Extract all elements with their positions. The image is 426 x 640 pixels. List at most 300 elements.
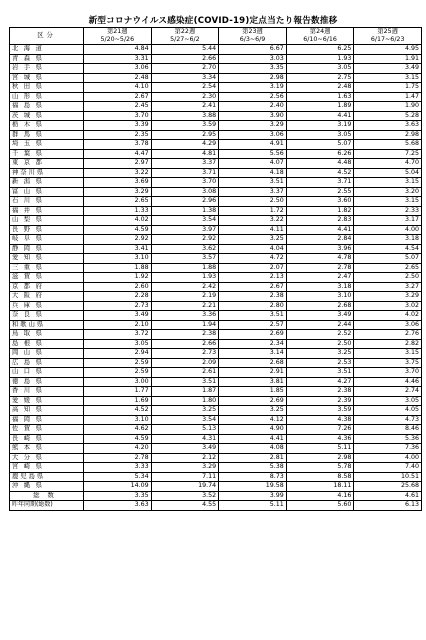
row-label: 三重県 [10,263,84,273]
cell-value: 4.11 [219,225,287,235]
cell-value: 8.46 [354,425,422,435]
cell-value: 2.48 [286,83,354,93]
table-row [10,159,422,169]
row-label: 群馬県 [10,130,84,140]
cell-value: 2.38 [219,292,287,302]
cell-value: 4.59 [84,225,152,235]
header-week: 第25週 [354,28,422,37]
table-row [10,301,422,311]
cell-value: 4.08 [219,444,287,454]
cell-value: 4.90 [219,425,287,435]
cell-value: 3.35 [219,64,287,74]
cell-value: 4.38 [286,415,354,425]
cell-value: 4.29 [151,140,219,150]
cell-value: 3.96 [286,244,354,254]
row-label: 福井県 [10,206,84,216]
cell-value: 3.97 [151,225,219,235]
cell-value: 2.47 [286,273,354,283]
cell-value: 3.19 [286,121,354,131]
row-label: 岡山県 [10,349,84,359]
cell-value: 3.70 [151,178,219,188]
cell-value: 3.29 [219,121,287,131]
cell-value: 2.50 [286,339,354,349]
cell-value: 2.67 [84,92,152,102]
row-label: 青森県 [10,54,84,64]
table-row [10,187,422,197]
cell-value: 2.44 [286,320,354,330]
cell-value: 2.66 [151,54,219,64]
table-row [10,206,422,216]
cell-value: 1.75 [354,83,422,93]
cell-value: 4.20 [84,444,152,454]
cell-value: 1.94 [151,320,219,330]
row-label: 神奈川県 [10,168,84,178]
cell-value: 3.18 [286,282,354,292]
table-row [10,463,422,473]
row-label: 奈良県 [10,311,84,321]
cell-value: 7.26 [286,425,354,435]
cell-value: 5.11 [219,501,287,511]
cell-value: 7.36 [354,444,422,454]
cell-value: 3.06 [354,320,422,330]
cell-value: 2.78 [286,263,354,273]
cell-value: 3.05 [286,130,354,140]
cell-value: 2.28 [84,292,152,302]
cell-value: 3.02 [354,301,422,311]
row-label: 和歌山県 [10,320,84,330]
cell-value: 2.92 [151,235,219,245]
table-row [10,244,422,254]
cell-value: 2.73 [84,301,152,311]
row-label: 秋田県 [10,83,84,93]
table-row [10,396,422,406]
cell-value: 3.22 [219,216,287,226]
cell-value: 3.35 [84,491,152,501]
cell-value: 3.51 [151,377,219,387]
cell-value: 3.03 [219,54,287,64]
row-label: 愛媛県 [10,396,84,406]
cell-value: 1.47 [354,92,422,102]
header-week: 第24週 [286,28,354,37]
table-row [10,472,422,482]
cell-value: 2.50 [219,197,287,207]
row-label: 広島県 [10,358,84,368]
row-label: 大阪府 [10,292,84,302]
table-row [10,320,422,330]
cell-value: 2.56 [219,92,287,102]
cell-value: 19.74 [151,482,219,492]
cell-value: 2.78 [84,453,152,463]
row-label: 鳥取県 [10,330,84,340]
cell-value: 3.15 [354,197,422,207]
cell-value: 4.47 [84,149,152,159]
table-row [10,168,422,178]
table-row [10,349,422,359]
table-row [10,73,422,83]
cell-value: 3.17 [354,216,422,226]
header-dates: 6/10~6/16 [286,36,354,45]
table-row [10,64,422,74]
cell-value: 6.67 [219,45,287,55]
table-row [10,235,422,245]
cell-value: 3.49 [151,444,219,454]
cell-value: 3.15 [354,73,422,83]
cell-value: 3.25 [219,406,287,416]
row-label: 滋賀県 [10,273,84,283]
cell-value: 5.04 [354,168,422,178]
table-row [10,178,422,188]
cell-value: 2.92 [84,235,152,245]
cell-value: 3.51 [219,178,287,188]
cell-value: 3.99 [219,491,287,501]
cell-value: 3.33 [84,463,152,473]
table-row [10,216,422,226]
cell-value: 1.92 [84,273,152,283]
cell-value: 3.37 [219,187,287,197]
cell-value: 4.02 [354,311,422,321]
cell-value: 3.29 [354,292,422,302]
header-week: 第22週 [151,28,219,37]
row-label: 埼玉県 [10,140,84,150]
cell-value: 3.78 [84,140,152,150]
cell-value: 5.68 [354,140,422,150]
table-row [10,263,422,273]
cell-value: 3.59 [151,121,219,131]
cell-value: 3.10 [286,292,354,302]
cell-value: 4.41 [286,225,354,235]
cell-value: 3.59 [286,406,354,416]
header-dates: 6/3~6/9 [219,36,287,45]
cell-value: 6.25 [286,45,354,55]
cell-value: 7.11 [151,472,219,482]
row-label: 富山県 [10,187,84,197]
cell-value: 3.57 [151,254,219,264]
table-row [10,102,422,112]
cell-value: 3.51 [219,311,287,321]
row-label: 静岡県 [10,244,84,254]
row-label: 福島県 [10,102,84,112]
cell-value: 3.06 [84,64,152,74]
table-row [10,330,422,340]
cell-value: 5.34 [84,472,152,482]
cell-value: 3.31 [84,54,152,64]
cell-value: 4.05 [354,406,422,416]
cell-value: 2.80 [219,301,287,311]
cell-value: 2.55 [286,187,354,197]
cell-value: 18.11 [286,482,354,492]
cell-value: 3.60 [286,197,354,207]
table-row [10,273,422,283]
cell-value: 3.20 [354,187,422,197]
cell-value: 3.41 [84,244,152,254]
cell-value: 5.13 [151,425,219,435]
cell-value: 3.69 [84,178,152,188]
cell-value: 3.22 [84,168,152,178]
table-row [10,225,422,235]
cell-value: 7.40 [354,463,422,473]
cell-value: 2.30 [151,92,219,102]
table-header [10,28,422,45]
cell-value: 2.61 [151,368,219,378]
table-row [10,140,422,150]
header-week: 第23週 [219,28,287,37]
cell-value: 2.35 [84,130,152,140]
table-row [10,406,422,416]
cell-value: 5.60 [286,501,354,511]
cell-value: 2.39 [286,396,354,406]
cell-value: 4.61 [354,491,422,501]
cell-value: 3.00 [84,377,152,387]
table-row [10,92,422,102]
cell-value: 2.19 [151,292,219,302]
cell-value: 2.52 [286,330,354,340]
cell-value: 5.78 [286,463,354,473]
cell-value: 3.27 [354,282,422,292]
cell-value: 3.10 [84,415,152,425]
row-label: 山梨県 [10,216,84,226]
cell-value: 8.73 [219,472,287,482]
cell-value: 4.12 [219,415,287,425]
cell-value: 10.51 [354,472,422,482]
cell-value: 7.25 [354,149,422,159]
cell-value: 3.75 [354,358,422,368]
cell-value: 2.50 [354,273,422,283]
cell-value: 2.21 [151,301,219,311]
cell-value: 4.84 [84,45,152,55]
cell-value: 4.72 [219,254,287,264]
cell-value: 1.89 [286,102,354,112]
row-label: 香川県 [10,387,84,397]
last-year-row [10,501,422,511]
cell-value: 2.76 [354,330,422,340]
cell-value: 4.70 [354,159,422,169]
cell-value: 3.81 [219,377,287,387]
cell-value: 2.81 [219,453,287,463]
cell-value: 2.07 [219,263,287,273]
row-label: 岩手県 [10,64,84,74]
cell-value: 4.78 [286,254,354,264]
table-row [10,482,422,492]
table-row [10,453,422,463]
table-row [10,130,422,140]
cell-value: 2.98 [219,73,287,83]
cell-value: 2.65 [84,197,152,207]
cell-value: 3.25 [286,349,354,359]
cell-value: 3.49 [84,311,152,321]
row-label: 岐阜県 [10,235,84,245]
cell-value: 3.14 [219,349,287,359]
cell-value: 3.63 [354,121,422,131]
cell-value: 1.93 [151,273,219,283]
cell-value: 1.85 [219,387,287,397]
cell-value: 2.91 [219,368,287,378]
cell-value: 4.81 [151,149,219,159]
cell-value: 3.70 [84,111,152,121]
cell-value: 5.36 [354,434,422,444]
cell-value: 3.39 [84,121,152,131]
row-label: 山口県 [10,368,84,378]
report-table [9,27,422,511]
table-row [10,415,422,425]
cell-value: 2.94 [84,349,152,359]
table-row [10,121,422,131]
cell-value: 4.00 [354,453,422,463]
table-row [10,254,422,264]
cell-value: 8.58 [286,472,354,482]
cell-value: 1.80 [151,396,219,406]
cell-value: 3.71 [151,168,219,178]
cell-value: 2.96 [151,197,219,207]
cell-value: 2.53 [286,358,354,368]
cell-value: 3.06 [219,130,287,140]
cell-value: 4.16 [286,491,354,501]
cell-value: 2.38 [151,330,219,340]
cell-value: 4.73 [354,415,422,425]
row-label: 徳島県 [10,377,84,387]
table-body [10,45,422,511]
row-label: 京都府 [10,282,84,292]
cell-value: 3.88 [151,111,219,121]
row-label: 兵庫県 [10,301,84,311]
cell-value: 5.07 [354,254,422,264]
cell-value: 4.41 [286,111,354,121]
cell-value: 3.10 [84,254,152,264]
cell-value: 4.18 [219,168,287,178]
cell-value: 2.69 [219,396,287,406]
cell-value: 2.42 [151,282,219,292]
cell-value: 2.59 [84,368,152,378]
cell-value: 4.52 [286,168,354,178]
table-row [10,358,422,368]
cell-value: 1.88 [151,263,219,273]
cell-value: 4.27 [286,377,354,387]
cell-value: 25.68 [354,482,422,492]
cell-value: 2.68 [286,301,354,311]
cell-value: 3.05 [84,339,152,349]
header-dates: 6/17~6/23 [354,36,422,45]
cell-value: 5.56 [219,149,287,159]
cell-value: 3.37 [151,159,219,169]
cell-value: 3.05 [286,64,354,74]
table-row [10,149,422,159]
cell-value: 2.98 [354,130,422,140]
cell-value: 3.54 [151,415,219,425]
cell-value: 2.09 [151,358,219,368]
row-label: 新潟県 [10,178,84,188]
cell-value: 1.72 [219,206,287,216]
table-row [10,377,422,387]
cell-value: 2.10 [84,320,152,330]
cell-value: 4.31 [151,434,219,444]
row-label: 茨城県 [10,111,84,121]
row-label: 高知県 [10,406,84,416]
cell-value: 3.05 [354,396,422,406]
cell-value: 1.91 [354,54,422,64]
cell-value: 2.45 [84,102,152,112]
table-row [10,54,422,64]
page-title: 新型コロナウイルス感染症(COVID-19)定点当たり報告数推移 [88,16,338,26]
row-label: 総数 [10,491,84,501]
cell-value: 2.83 [286,216,354,226]
cell-value: 2.70 [151,64,219,74]
cell-value: 2.75 [286,73,354,83]
table-row [10,83,422,93]
cell-value: 4.10 [84,83,152,93]
cell-value: 2.97 [84,159,152,169]
cell-value: 3.49 [286,311,354,321]
table-row [10,368,422,378]
cell-value: 4.62 [84,425,152,435]
cell-value: 4.54 [354,244,422,254]
cell-value: 3.19 [219,83,287,93]
cell-value: 2.65 [354,263,422,273]
cell-value: 5.44 [151,45,219,55]
cell-value: 1.63 [286,92,354,102]
cell-value: 4.46 [354,377,422,387]
cell-value: 19.58 [219,482,287,492]
cell-value: 3.62 [151,244,219,254]
cell-value: 3.29 [84,187,152,197]
cell-value: 2.74 [354,387,422,397]
row-label: 大分県 [10,453,84,463]
table-row [10,311,422,321]
cell-value: 2.68 [219,358,287,368]
cell-value: 5.38 [219,463,287,473]
row-label: 宮崎県 [10,463,84,473]
total-row [10,491,422,501]
cell-value: 3.63 [84,501,152,511]
row-label: 石川県 [10,197,84,207]
cell-value: 1.93 [286,54,354,64]
cell-value: 3.54 [151,216,219,226]
cell-value: 3.72 [84,330,152,340]
cell-value: 3.18 [354,235,422,245]
table-row [10,425,422,435]
header-week: 第21週 [84,28,152,37]
cell-value: 4.04 [219,244,287,254]
cell-value: 4.02 [84,216,152,226]
cell-value: 3.34 [151,73,219,83]
cell-value: 3.90 [219,111,287,121]
cell-value: 3.52 [151,491,219,501]
row-label: 島根県 [10,339,84,349]
cell-value: 2.60 [84,282,152,292]
cell-value: 2.38 [286,387,354,397]
cell-value: 2.54 [151,83,219,93]
row-label: 北海道 [10,45,84,55]
row-label: 東京都 [10,159,84,169]
row-label: 千葉県 [10,149,84,159]
row-label: 鹿児島県 [10,472,84,482]
table-row [10,434,422,444]
cell-value: 4.00 [354,225,422,235]
cell-value: 1.33 [84,206,152,216]
cell-value: 2.67 [219,282,287,292]
cell-value: 3.15 [354,349,422,359]
row-label: 佐賀県 [10,425,84,435]
cell-value: 5.11 [286,444,354,454]
table-row [10,339,422,349]
cell-value: 3.49 [354,64,422,74]
cell-value: 3.08 [151,187,219,197]
row-label: 長野県 [10,225,84,235]
cell-value: 4.48 [286,159,354,169]
cell-value: 1.69 [84,396,152,406]
cell-value: 2.34 [219,339,287,349]
row-label: 昨年同期(総数) [10,501,84,511]
cell-value: 2.12 [151,453,219,463]
cell-value: 3.71 [286,178,354,188]
